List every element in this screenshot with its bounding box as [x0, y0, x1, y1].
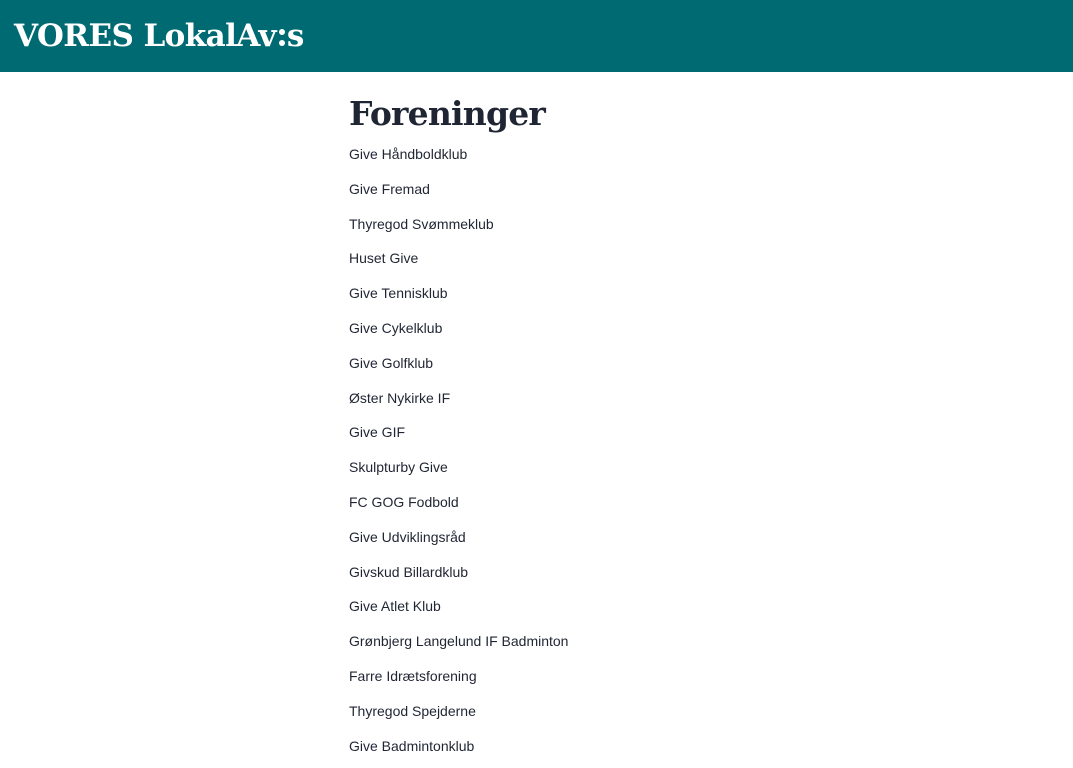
- list-item: [349, 212, 568, 247]
- organization-link[interactable]: Give Badmintonklub: [349, 737, 475, 754]
- organization-link[interactable]: Give Cykelklub: [349, 319, 443, 336]
- organization-link[interactable]: Givskud Billardklub: [349, 563, 469, 580]
- organization-link[interactable]: Øster Nykirke IF: [349, 389, 451, 406]
- organization-link[interactable]: Give GIF: [349, 424, 406, 441]
- list-item: [349, 142, 568, 177]
- list-item: [349, 734, 568, 768]
- organization-link[interactable]: Give Udviklingsråd: [349, 528, 466, 545]
- organization-link[interactable]: Grønbjerg Langelund IF Badminton: [349, 633, 569, 650]
- list-item: [349, 629, 568, 664]
- organization-link[interactable]: Give Golfklub: [349, 354, 434, 371]
- organization-link[interactable]: Give Tennisklub: [349, 285, 448, 302]
- site-logo[interactable]: [14, 14, 304, 58]
- list-item: [349, 281, 568, 316]
- page-title: Foreninger: [349, 94, 545, 133]
- list-item: [349, 351, 568, 386]
- organization-list: [349, 142, 568, 768]
- list-item: [349, 699, 568, 734]
- list-item: [349, 316, 568, 351]
- list-item: [349, 420, 568, 455]
- list-item: [349, 386, 568, 421]
- organization-link[interactable]: Give Fremad: [349, 180, 430, 197]
- list-item: [349, 490, 568, 525]
- organization-link[interactable]: Give Håndboldklub: [349, 146, 468, 162]
- list-item: [349, 455, 568, 490]
- organization-link[interactable]: Skulpturby Give: [349, 459, 448, 476]
- list-item: [349, 594, 568, 629]
- logo-colon-icon: [277, 27, 286, 49]
- organization-link[interactable]: Farre Idrætsforening: [349, 667, 477, 684]
- list-item: [349, 177, 568, 212]
- logo-text-start: VORES LokalAv: [14, 18, 276, 54]
- list-item: [349, 525, 568, 560]
- logo-text-end: s: [286, 18, 304, 54]
- organization-link[interactable]: Thyregod Spejderne: [349, 702, 476, 719]
- site-header: [0, 0, 1073, 72]
- organization-link[interactable]: Huset Give: [349, 250, 419, 267]
- organization-link[interactable]: FC GOG Fodbold: [349, 493, 459, 510]
- list-item: [349, 560, 568, 595]
- organization-link[interactable]: Give Atlet Klub: [349, 598, 441, 615]
- organization-link[interactable]: Thyregod Svømmeklub: [349, 215, 494, 232]
- list-item: [349, 664, 568, 699]
- list-item: [349, 246, 568, 281]
- main-content: [349, 90, 849, 754]
